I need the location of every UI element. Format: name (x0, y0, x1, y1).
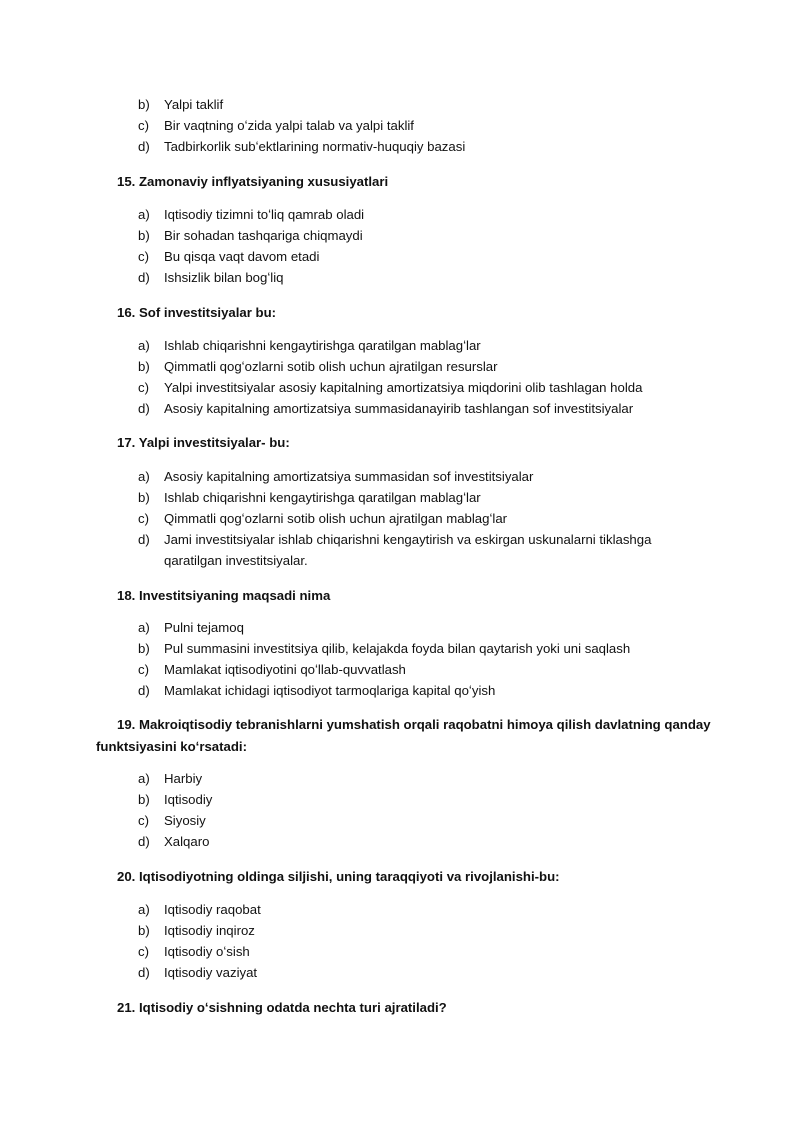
option-letter: c) (138, 118, 149, 133)
option-text: Jami investitsiyalar ishlab chiqarishni kengaytirish va eskirgan uskunalarni tiklashga qaratilgan investitsiyalar. (164, 532, 652, 568)
option-text: Qimmatli qogʻozlarni sotib olish uchun ajratilgan resurslar (164, 359, 498, 374)
option-letter: a) (138, 620, 150, 635)
option-text: Asosiy kapitalning amortizatsiya summasidan sof investitsiyalar (164, 469, 534, 484)
option-letter: c) (138, 249, 149, 264)
option-text: Xalqaro (164, 834, 210, 849)
option-text: Pulni tejamoq (164, 620, 244, 635)
option-letter: b) (138, 923, 150, 938)
option-text: Yalpi investitsiyalar asosiy kapitalning amortizatsiya miqdorini olib tashlagan holda (164, 380, 643, 395)
question-title: 20. Iqtisodiyotning oldinga siljishi, uning taraqqiyoti va rivojlanishi-bu: (117, 869, 560, 884)
question-title: 18. Investitsiyaning maqsadi nima (117, 588, 331, 603)
option-text: Harbiy (164, 771, 203, 786)
option-text: Ishlab chiqarishni kengaytirishga qaratilgan mablagʻlar (164, 490, 481, 505)
option-letter: d) (138, 683, 150, 698)
question-title: 15. Zamonaviy inflyatsiyaning xususiyatlari (117, 174, 389, 189)
option-text: Iqtisodiy (164, 792, 213, 807)
option-letter: c) (138, 662, 149, 677)
option-letter: a) (138, 338, 150, 353)
option-letter: b) (138, 359, 150, 374)
option-text: Asosiy kapitalning amortizatsiya summasidanayirib tashlangan sof investitsiyalar (164, 401, 634, 416)
option-letter: d) (138, 401, 150, 416)
option-letter: d) (138, 965, 150, 980)
option-letter: c) (138, 380, 149, 395)
question-title: 21. Iqtisodiy oʻsishning odatda nechta turi ajratiladi? (117, 1000, 447, 1015)
option-letter: c) (138, 813, 149, 828)
option-letter: b) (138, 228, 150, 243)
option-text: Iqtisodiy tizimni toʻliq qamrab oladi (164, 207, 365, 222)
option-text: Iqtisodiy raqobat (164, 902, 261, 917)
option-text: Iqtisodiy vaziyat (164, 965, 258, 980)
option-letter: b) (138, 97, 150, 112)
option-letter: c) (138, 511, 149, 526)
option-text: Iqtisodiy inqiroz (164, 923, 255, 938)
option-text: Ishlab chiqarishni kengaytirishga qaratilgan mablagʻlar (164, 338, 481, 353)
question-title: 16. Sof investitsiyalar bu: (117, 305, 277, 320)
option-letter: b) (138, 641, 150, 656)
option-text: Bir vaqtning oʻzida yalpi talab va yalpi taklif (164, 118, 414, 133)
option-letter: b) (138, 792, 150, 807)
option-text: Mamlakat ichidagi iqtisodiyot tarmoqlariga kapital qoʻyish (164, 683, 496, 698)
option-letter: b) (138, 490, 150, 505)
option-text: Bir sohadan tashqariga chiqmaydi (164, 228, 363, 243)
option-text: Tadbirkorlik subʻektlarining normativ-huquqiy bazasi (164, 139, 466, 154)
option-text: Bu qisqa vaqt davom etadi (164, 249, 320, 264)
option-text: Siyosiy (164, 813, 206, 828)
option-letter: d) (138, 270, 150, 285)
option-letter: a) (138, 771, 150, 786)
option-letter: d) (138, 532, 150, 547)
option-letter: a) (138, 469, 150, 484)
question-title: 17. Yalpi investitsiyalar- bu: (117, 435, 290, 450)
option-text: Yalpi taklif (164, 97, 224, 112)
option-text: Mamlakat iqtisodiyotini qoʻllab-quvvatlash (164, 662, 406, 677)
option-letter: a) (138, 207, 150, 222)
option-letter: c) (138, 944, 149, 959)
question-title: 19. Makroiqtisodiy tebranishlarni yumshatish orqali raqobatni himoya qilish davlatning qanday funktsiyasini koʻrsatadi: (96, 717, 711, 754)
option-letter: d) (138, 139, 150, 154)
option-text: Qimmatli qogʻozlarni sotib olish uchun ajratilgan mablagʻlar (164, 511, 508, 526)
option-text: Iqtisodiy oʻsish (164, 944, 250, 959)
option-text: Ishsizlik bilan bogʻliq (164, 270, 284, 285)
option-text: Pul summasini investitsiya qilib, kelajakda foyda bilan qaytarish yoki uni saqlash (164, 641, 631, 656)
option-letter: d) (138, 834, 150, 849)
option-letter: a) (138, 902, 150, 917)
